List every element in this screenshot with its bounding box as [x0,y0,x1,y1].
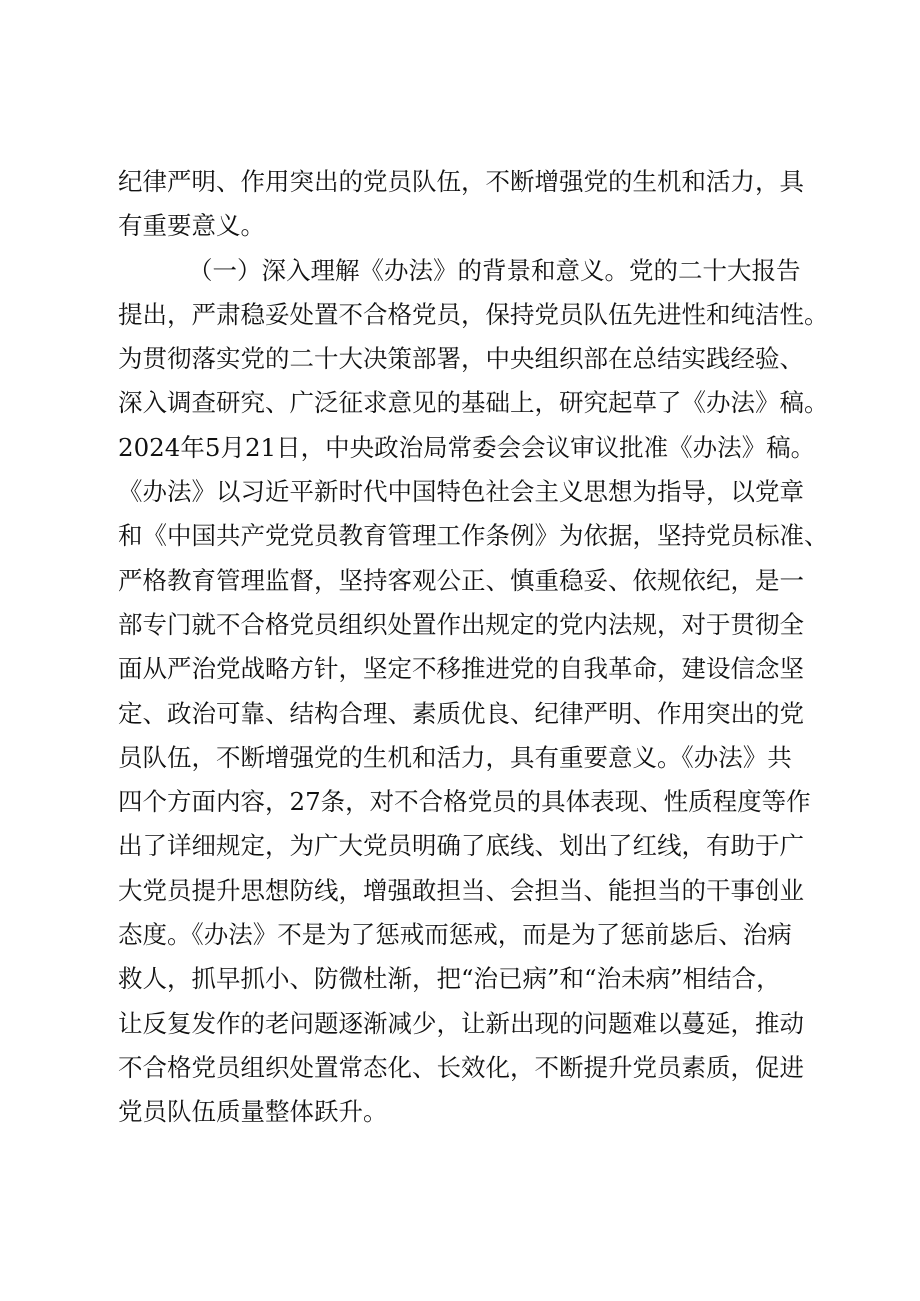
text-line: 让反复发作的老问题逐渐减少，让新出现的问题难以蔓延，推动 [118,1008,804,1038]
text-line: 深入调查研究、广泛征求意见的基础上，研究起草了《办法》稿。 [118,388,829,418]
text-line: 为贯彻落实党的二十大决策部署，中央组织部在总结实践经验、 [118,344,804,374]
text-line: 四个方面内容，27条，对不合格党员的具体表现、性质程度等作 [118,787,811,817]
text-line: 2024年5月21日，中央政治局常委会会议审议批准《办法》稿。 [118,432,816,462]
body-text [118,160,829,1135]
text-line: 有重要意义。 [118,211,265,241]
text-line: 定、政治可靠、结构合理、素质优良、纪律严明、作用突出的党 [118,698,804,728]
text-line: 出了详细规定，为广大党员明确了底线、划出了红线，有助于广 [118,831,804,861]
text-line: 不合格党员组织处置常态化、长效化，不断提升党员素质，促进 [118,1052,804,1082]
text-line: 员队伍，不断增强党的生机和活力，具有重要意义。《办法》共 [118,742,792,772]
text-line: 纪律严明、作用突出的党员队伍，不断增强党的生机和活力，具 [118,167,804,196]
text-line: 严格教育管理监督，坚持客观公正、慎重稳妥、依规依纪，是一 [118,565,804,595]
text-line: 救人，抓早抓小、防微杜渐，把“治已病”和“治未病”相结合， [118,964,781,994]
text-line: 提出，严肃稳妥处置不合格党员，保持党员队伍先进性和纯洁性。 [118,299,829,329]
text-line: 党员队伍质量整体跃升。 [118,1097,388,1127]
text-line: 面从严治党战略方针，坚定不移推进党的自我革命，建设信念坚 [118,654,804,684]
text-line: 和《中国共产党党员教育管理工作条例》为依据，坚持党员标准、 [118,521,829,551]
text-line: 部专门就不合格党员组织处置作出规定的党内法规，对于贯彻全 [118,609,804,639]
text-line: 态度。《办法》不是为了惩戒而惩戒，而是为了惩前毖后、治病 [118,920,792,950]
section-heading-line: （一）深入理解《办法》的背景和意义。党的二十大报告 [188,255,801,285]
text-line: 大党员提升思想防线，增强敢担当、会担当、能担当的干事创业 [118,875,804,905]
text-line: 《办法》以习近平新时代中国特色社会主义思想为指导，以党章 [118,477,804,507]
